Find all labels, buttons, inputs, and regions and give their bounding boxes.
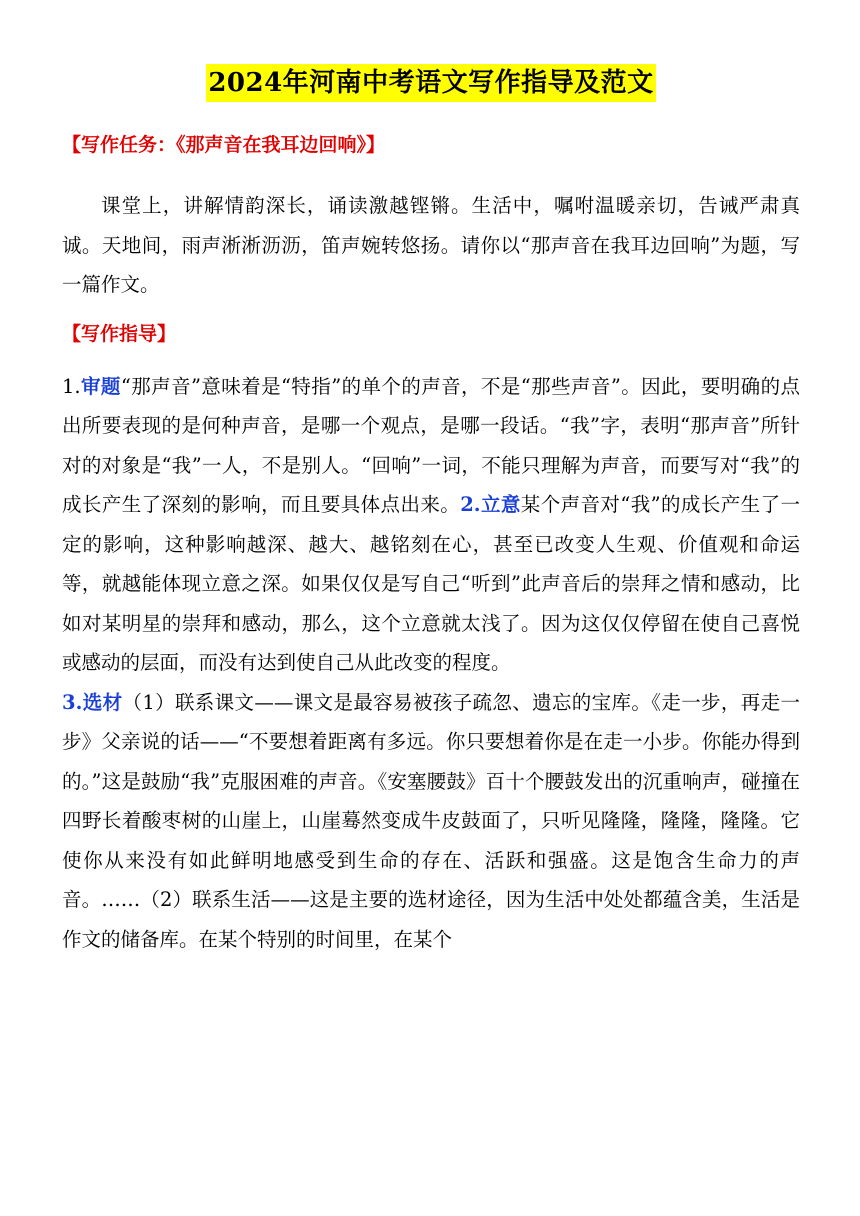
title-wrap [62, 64, 800, 104]
guide-keyword-xuancai: 3.选材 [62, 690, 123, 714]
document-page [62, 0, 800, 959]
task-paragraph: 课堂上，讲解情韵深长，诵读激越铿锵。生活中，嘱咐温暖亲切，告诫严肃真诚。天地间，雨声淅淅沥沥，笛声婉转悠扬。请你以“那声音在我耳边回响”为题，写一篇作文。 [62, 194, 800, 296]
guide-keyword-shenti: 审题 [80, 374, 121, 398]
guide-text-1: “那声音”意味着是“特指”的单个的声音，不是“那些声音”。因此，要明确的点出所要表现的是何种声音，是哪一个观点，是哪一段话。“我”字，表明“那声音”所针对的对象是“我”一人，不是别人。“回响”一词，不能只理解为声音，而要写对“我”的成长产生了深刻的影响，而且要具体点出来。 [62, 374, 800, 516]
guide-number-1: 1. [62, 374, 81, 398]
guide-keyword-liyi: 2.立意 [460, 493, 521, 516]
guide-heading: 【写作指导】 [62, 322, 177, 345]
task-heading: 【写作任务：《那声音在我耳边回响》】 [62, 134, 386, 156]
guide-paragraph-3 [62, 683, 800, 960]
guide-text-3: （1）联系课文——课文是最容易被孩子疏忽、遗忘的宝库。《走一步，再走一步》父亲说的话——“不要想着距离有多远。你只要想着你是在走一小步。你能办得到的。”这是鼓励“我”克服困难的声音。《安塞腰鼓》百十个腰鼓发出的沉重响声，碰撞在四野长着酸枣树的山崖上，山崖蓦然变成牛皮鼓面了，只听见隆隆，隆隆，隆隆。它使你从来没有如此鲜明地感受到生命的存在、活跃和强盛。这是饱含生命力的声音。……（2）联系生活——这是主要的选材途径，因为生活中处处都蕴含美，生活是作文的储备库。在某个特别的时间里，在某个 [62, 690, 800, 951]
guide-paragraph-1 [62, 367, 800, 683]
guide-text-2: 某个声音对“我”的成长产生了一定的影响，这种影响越深、越大、越铭刻在心，甚至已改变人生观、价值观和命运等，就越能体现立意之深。如果仅仅是写自己“听到”此声音后的崇拜之情和感动，比如对某明星的崇拜和感动，那么，这个立意就太浅了。因为这仅仅停留在使自己喜悦或感动的层面，而没有达到使自己从此改变的程度。 [62, 493, 800, 674]
document-title: 2024年河南中考语文写作指导及范文 [206, 64, 655, 102]
